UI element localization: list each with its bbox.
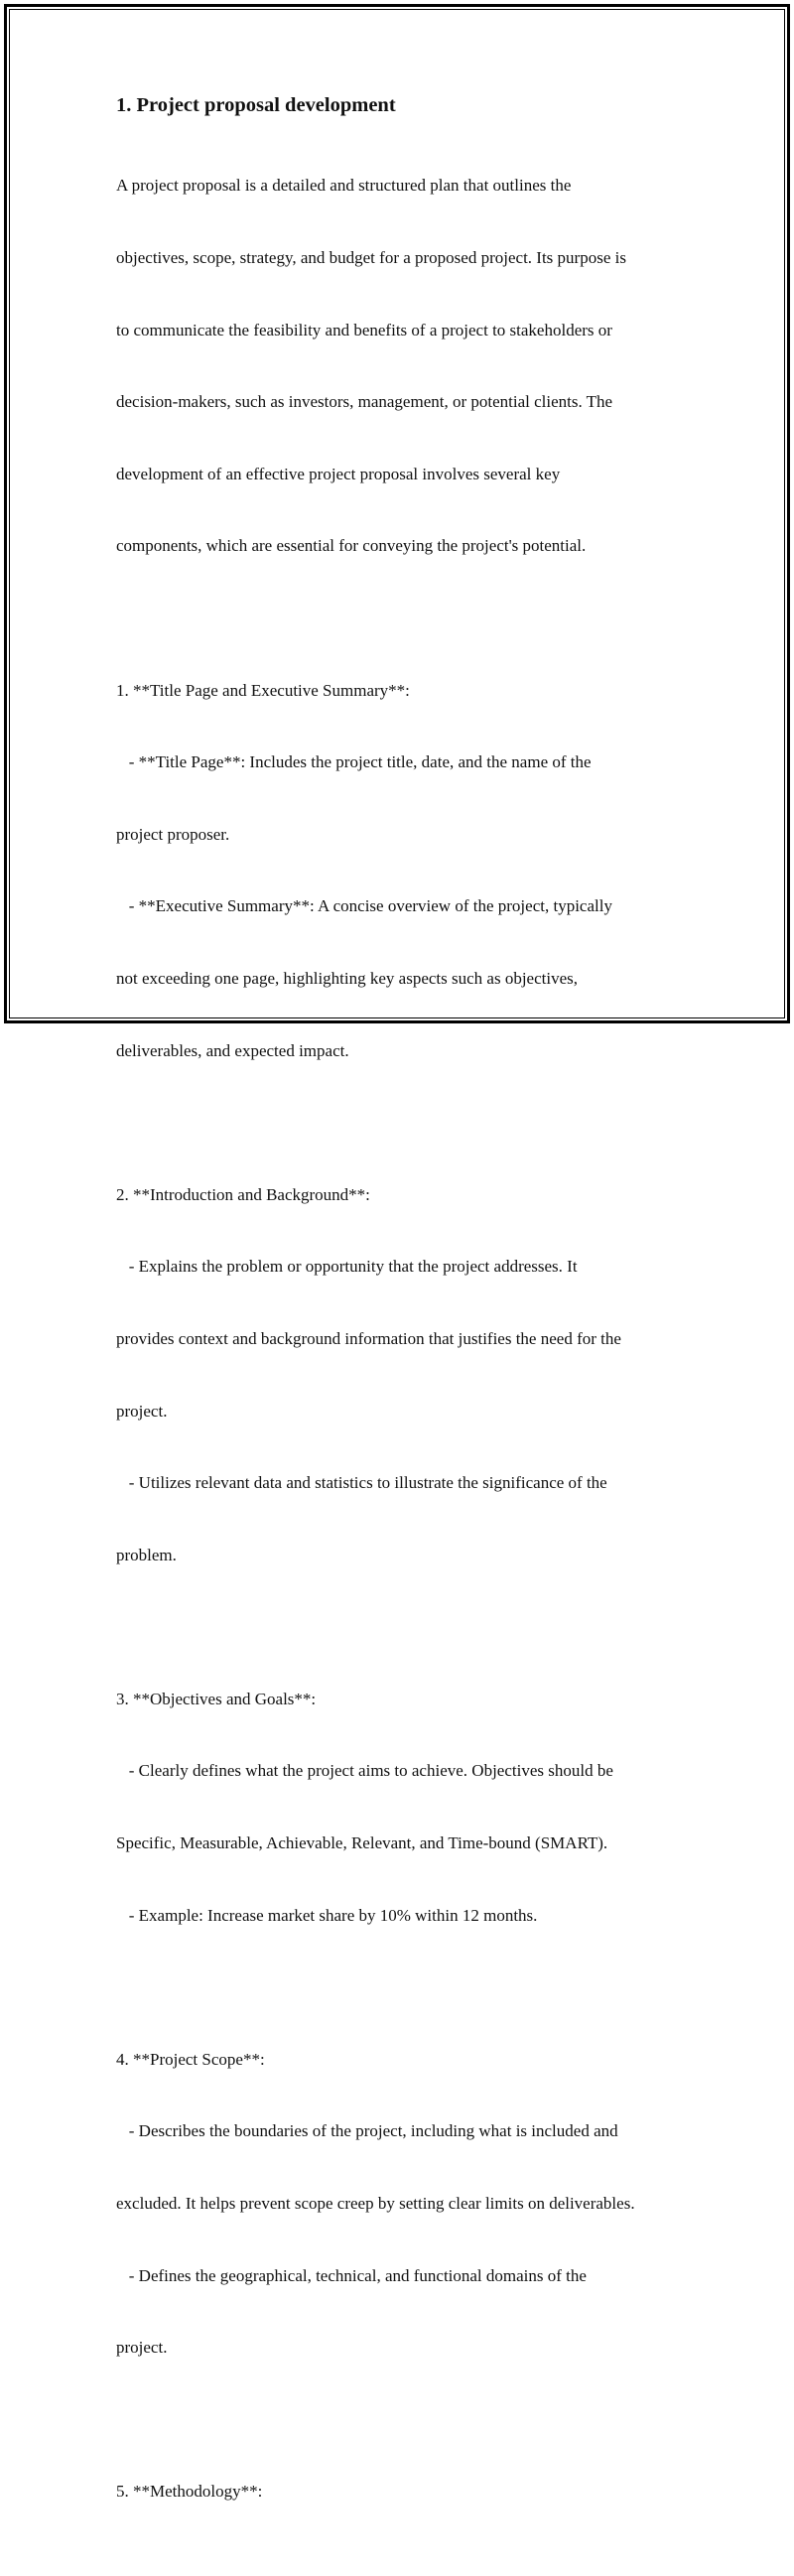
section-line: 5. **Methodology**: (116, 2482, 263, 2502)
section-line: project. (116, 2338, 168, 2358)
intro-paragraph (116, 126, 682, 607)
section-objectives (116, 1639, 682, 1975)
section-line: project. (116, 1401, 168, 1421)
intro-line: development of an effective project proposal involves several key (116, 464, 561, 483)
intro-line: A project proposal is a detailed and structured plan that outlines the (116, 176, 572, 196)
intro-line: components, which are essential for conveying the project's potential. (116, 536, 587, 556)
section-line: - Explains the problem or opportunity that the project addresses. It (116, 1257, 578, 1277)
section-line: - **Executive Summary**: A concise overview of the project, typically (116, 896, 612, 916)
intro-line: to communicate the feasibility and benefits of a project to stakeholders or (116, 320, 612, 339)
section-line: 4. **Project Scope**: (116, 2049, 265, 2069)
section-line: Specific, Measurable, Achievable, Relevant, and Time-bound (SMART). (116, 1833, 608, 1853)
section-title-page (116, 630, 682, 1111)
section-line: excluded. It helps prevent scope creep by setting clear limits on deliverables. (116, 2194, 635, 2214)
section-line: not exceeding one page, highlighting key aspects such as objectives, (116, 968, 579, 988)
section-line: 2. **Introduction and Background**: (116, 1184, 370, 1204)
section-line: - Utilizes relevant data and statistics to illustrate the significance of the (116, 1473, 607, 1493)
section-heading: 1. Project proposal development (116, 94, 396, 116)
section-line: deliverables, and expected impact. (116, 1040, 349, 1060)
section-line: - **Title Page**: Includes the project title, date, and the name of the (116, 752, 592, 772)
section-line: - Describes the boundaries of the project, including what is included and (116, 2121, 618, 2141)
intro-line: decision-makers, such as investors, management, or potential clients. The (116, 392, 613, 412)
section-line: provides context and background information that justifies the need for the (116, 1328, 621, 1348)
section-line: 1. **Title Page and Executive Summary**: (116, 680, 410, 700)
intro-line: objectives, scope, strategy, and budget for a proposed project. Its purpose is (116, 248, 626, 267)
section-line: project proposer. (116, 824, 230, 844)
section-methodology (116, 2432, 682, 2552)
section-introduction (116, 1135, 682, 1615)
section-line: 3. **Objectives and Goals**: (116, 1689, 317, 1708)
section-line: problem. (116, 1545, 177, 1564)
section-scope (116, 1999, 682, 2407)
section-line: - Example: Increase market share by 10% within 12 months. (116, 1905, 538, 1925)
document-body (116, 92, 682, 2576)
section-line: - Defines the geographical, technical, and functional domains of the (116, 2265, 587, 2285)
section-line: - Clearly defines what the project aims to achieve. Objectives should be (116, 1761, 613, 1781)
